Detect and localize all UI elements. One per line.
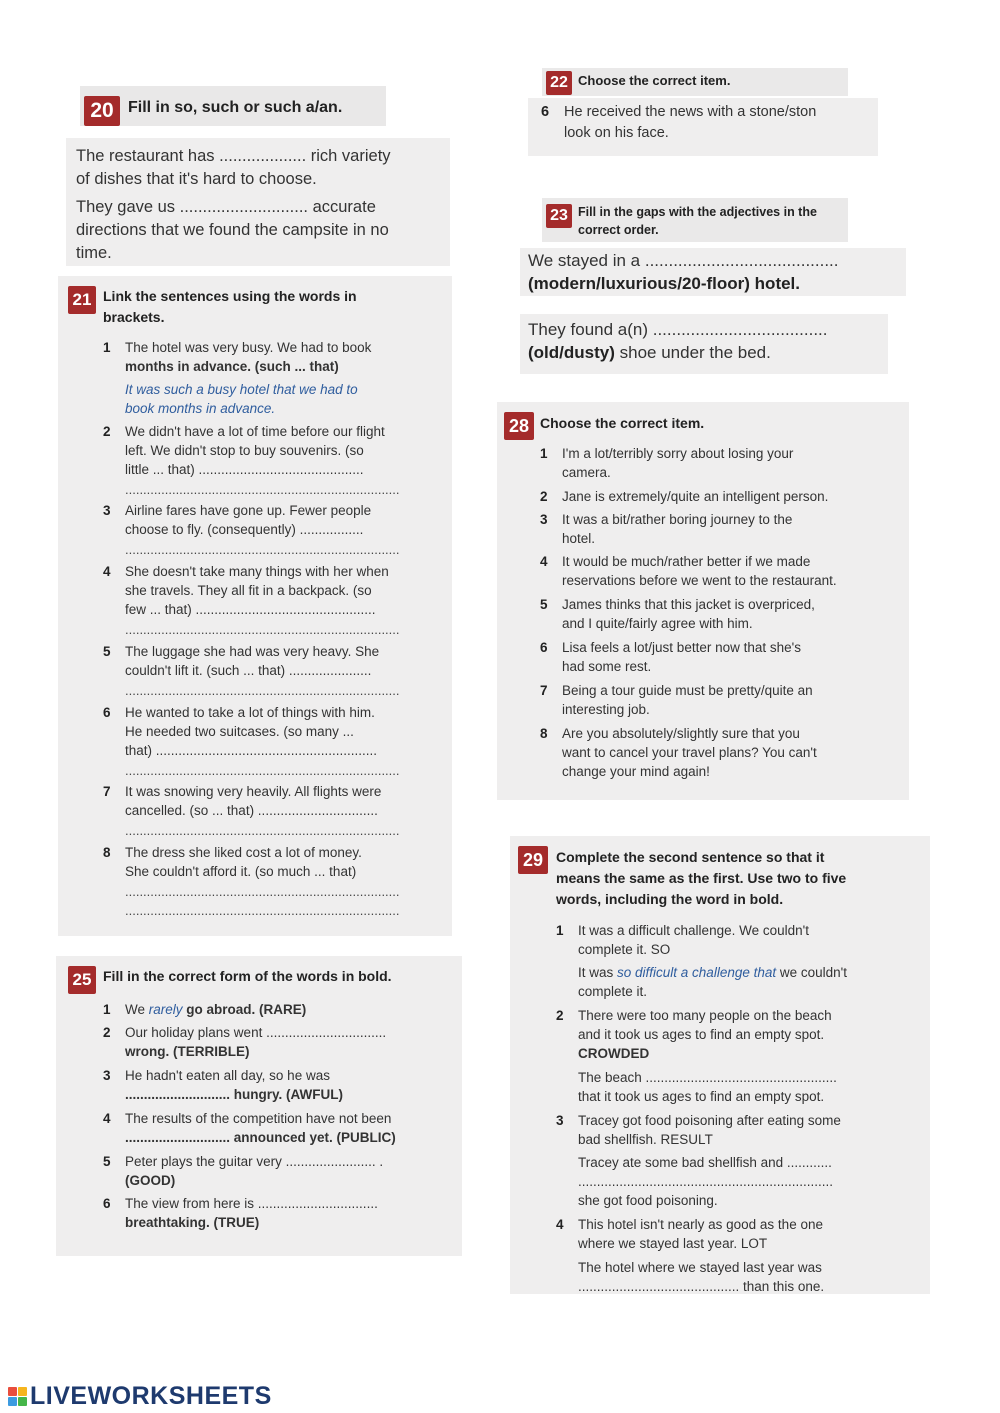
item-text: It would be much/rather better if we made reservations before we went to the restaurant. [562,554,837,588]
item-text: The hotel was very busy. We had to book months in advance. (such ... that) [125,340,372,374]
ex21-item-4 [103,562,433,622]
item-number: 7 [103,784,111,799]
ex20-line: of dishes that it's hard to choose. [76,170,317,188]
exercise-number-22: 22 [546,71,572,95]
ex29-answer-3[interactable]: Tracey ate some bad shellfish and ............ .................................................................... she got food poisoning. [578,1155,834,1208]
exercise-23-title: Fill in the gaps with the adjectives in the [578,205,817,219]
item-text: Peter plays the guitar very ........................ . (GOOD) [125,1154,384,1188]
item-number: 2 [103,424,111,439]
logo-square [18,1397,27,1406]
ex20-line: directions that we found the campsite in no [76,221,389,239]
item-number: 7 [540,683,548,698]
item-text: Jane is extremely/quite an intelligent person. [562,489,829,504]
ex28-item-8 [540,724,870,784]
item-text: There were too many people on the beach and it took us ages to find an empty spot. CROWDED [578,1008,832,1061]
item-text: The dress she liked cost a lot of money. She couldn't afford it. (so much ... that) [125,845,362,879]
item-text: We didn't have a lot of time before our flight left. We didn't stop to buy souvenirs. (so little ... that) ............................................ [125,424,385,477]
ex25-item-3 [103,1066,443,1106]
ex23-bold-words: (old/dusty) [528,343,615,362]
answer-line[interactable]: ............................................................................ [125,482,400,497]
item-text: It was snowing very heavily. All flights were cancelled. (so ... that) ................................ [125,784,382,818]
item-text: We rarely go abroad. (RARE) [125,1002,307,1017]
item-number: 1 [103,340,111,355]
ex21-item-3 [103,501,433,541]
ex25-item-1 [103,1000,443,1020]
item-number: 4 [103,564,111,579]
exercise-23-title: correct order. [578,223,659,237]
item-text: This hotel isn't nearly as good as the one where we stayed last year. LOT [578,1217,823,1251]
item-text: He wanted to take a lot of things with him. He needed two suitcases. (so many ... that) ........................................................... [125,705,378,758]
ex20-line: The restaurant has ................... rich variety [76,147,391,165]
ex28-item-3 [540,510,870,550]
item-number: 1 [540,446,548,461]
ex21-item-7 [103,782,433,822]
exercise-20-title: Fill in so, such or such a/an. [128,99,343,116]
exercise-21-title: Link the sentences using the words in [103,288,357,304]
item-text: I'm a lot/terribly sorry about losing your camera. [562,446,794,480]
item-text: Are you absolutely/slightly sure that you want to cancel your travel plans? You can't change your mind again! [562,726,817,779]
exercise-number-21: 21 [68,286,96,314]
item-text: The view from here is ................................ breathtaking. (TRUE) [125,1196,378,1230]
item-number: 6 [540,640,548,655]
ex25-item-5 [103,1152,443,1192]
ex28-item-1 [540,444,870,484]
item-text: James thinks that this jacket is overpriced, and I quite/fairly agree with him. [562,597,815,631]
ex29-answer-2[interactable]: The beach ................................................... that it took us ages to find an empty spot. [578,1070,837,1104]
ex29-answer-1: It was so difficult a challenge that we couldn't complete it. [578,965,847,999]
item-number: 2 [540,489,548,504]
item-text: Our holiday plans went ................................ wrong. (TERRIBLE) [125,1025,387,1059]
ex28-item-2 [540,487,870,507]
exercise-number-29: 29 [518,846,548,874]
answer-line[interactable]: ............................................................................ [125,622,400,637]
item-number: 1 [103,1002,111,1017]
item-text: He received the news with a stone/ston look on his face. [564,104,817,141]
logo-grid-icon [8,1387,27,1406]
item-number: 5 [103,1154,111,1169]
answer-line[interactable]: ............................................................................ [125,823,400,838]
ex29-item-4 [556,1215,896,1255]
answer-line[interactable]: ............................................................................ [125,542,400,557]
ex23-line [528,341,771,364]
ex28-item-7 [540,681,870,721]
answer-line[interactable]: ............................................................................ [125,884,400,899]
ex28-item-5 [540,595,870,635]
item-text: He hadn't eaten all day, so he was ............................ hungry. (AWFUL) [125,1068,343,1102]
answer-line[interactable]: ............................................................................ [125,763,400,778]
item-number: 3 [103,503,111,518]
ex21-item-5 [103,642,433,682]
logo-square [8,1397,17,1406]
item-number: 4 [556,1217,564,1232]
ex22-item-6 [541,102,879,146]
exercise-22-title: Choose the correct item. [578,73,731,88]
ex25-item-4 [103,1109,443,1149]
ex29-item-1 [556,921,896,961]
item-number: 2 [103,1025,111,1040]
item-number: 3 [103,1068,111,1083]
ex29-answer-4[interactable]: The hotel where we stayed last year was ........................................... than this one. [578,1260,825,1294]
exercise-29-title: means the same as the first. Use two to five [556,870,847,886]
item-text: The results of the competition have not been ............................ announced yet. (PUBLIC) [125,1111,396,1145]
ex20-line: time. [76,244,112,262]
item-text: Lisa feels a lot/just better now that she's had some rest. [562,640,801,674]
item-number: 5 [103,644,111,659]
liveworksheets-logo[interactable] [8,1382,272,1410]
exercise-28-title: Choose the correct item. [540,415,705,431]
ex21-item-6 [103,703,433,763]
ex29-item-3 [556,1111,896,1151]
item-number: 8 [540,726,548,741]
exercise-29-title: words, including the word in bold. [556,891,784,907]
item-number: 6 [103,1196,111,1211]
ex23-line: They found a(n) ..................................... [528,320,828,339]
exercise-number-25: 25 [68,966,96,994]
item-number: 6 [541,104,550,120]
logo-square [8,1387,17,1396]
ex25-item-2 [103,1023,443,1063]
exercise-number-20: 20 [84,96,120,126]
ex23-line: We stayed in a ......................................... [528,251,839,270]
item-text: Tracey got food poisoning after eating some bad shellfish. RESULT [578,1113,841,1147]
item-text: The luggage she had was very heavy. She couldn't lift it. (such ... that) ...................... [125,644,380,678]
item-text: Airline fares have gone up. Fewer people choose to fly. (consequently) ................. [125,503,372,537]
logo-text: LIVEWORKSHEETS [30,1381,272,1410]
ex21-answer-1: It was such a busy hotel that we had to book months in advance. [125,382,358,416]
item-number: 3 [540,512,548,527]
item-number: 4 [103,1111,111,1126]
ex23-line: (modern/luxurious/20-floor) hotel. [528,274,801,293]
answer-line[interactable]: ............................................................................ [125,903,400,918]
item-number: 4 [540,554,548,569]
item-number: 3 [556,1113,564,1128]
item-number: 2 [556,1008,564,1023]
ex21-item-8 [103,843,433,883]
exercise-number-28: 28 [504,412,534,440]
ex23-rest: shoe under the bed. [619,343,771,362]
item-text: Being a tour guide must be pretty/quite an interesting job. [562,683,813,717]
exercise-29-title: Complete the second sentence so that it [556,849,825,865]
logo-square [18,1387,27,1396]
ex25-item-6 [103,1194,443,1234]
ex21-item-1 [103,338,433,378]
exercise-number-23: 23 [546,204,572,228]
ex28-item-4 [540,552,880,592]
item-number: 6 [103,705,111,720]
item-text: It was a bit/rather boring journey to the hotel. [562,512,793,546]
item-text: It was a difficult challenge. We couldn't complete it. SO [578,923,809,957]
item-number: 8 [103,845,111,860]
item-text: She doesn't take many things with her when she travels. They all fit in a backpack. (so few ... that) ................................................ [125,564,389,617]
ex20-line: They gave us ............................ accurate [76,198,376,216]
ex28-item-6 [540,638,870,678]
item-number: 1 [556,923,564,938]
ex21-item-2 [103,422,433,482]
exercise-21-title: brackets. [103,309,165,325]
ex29-item-2 [556,1006,896,1066]
item-number: 5 [540,597,548,612]
answer-line[interactable]: ............................................................................ [125,683,400,698]
exercise-25-title: Fill in the correct form of the words in bold. [103,968,392,984]
